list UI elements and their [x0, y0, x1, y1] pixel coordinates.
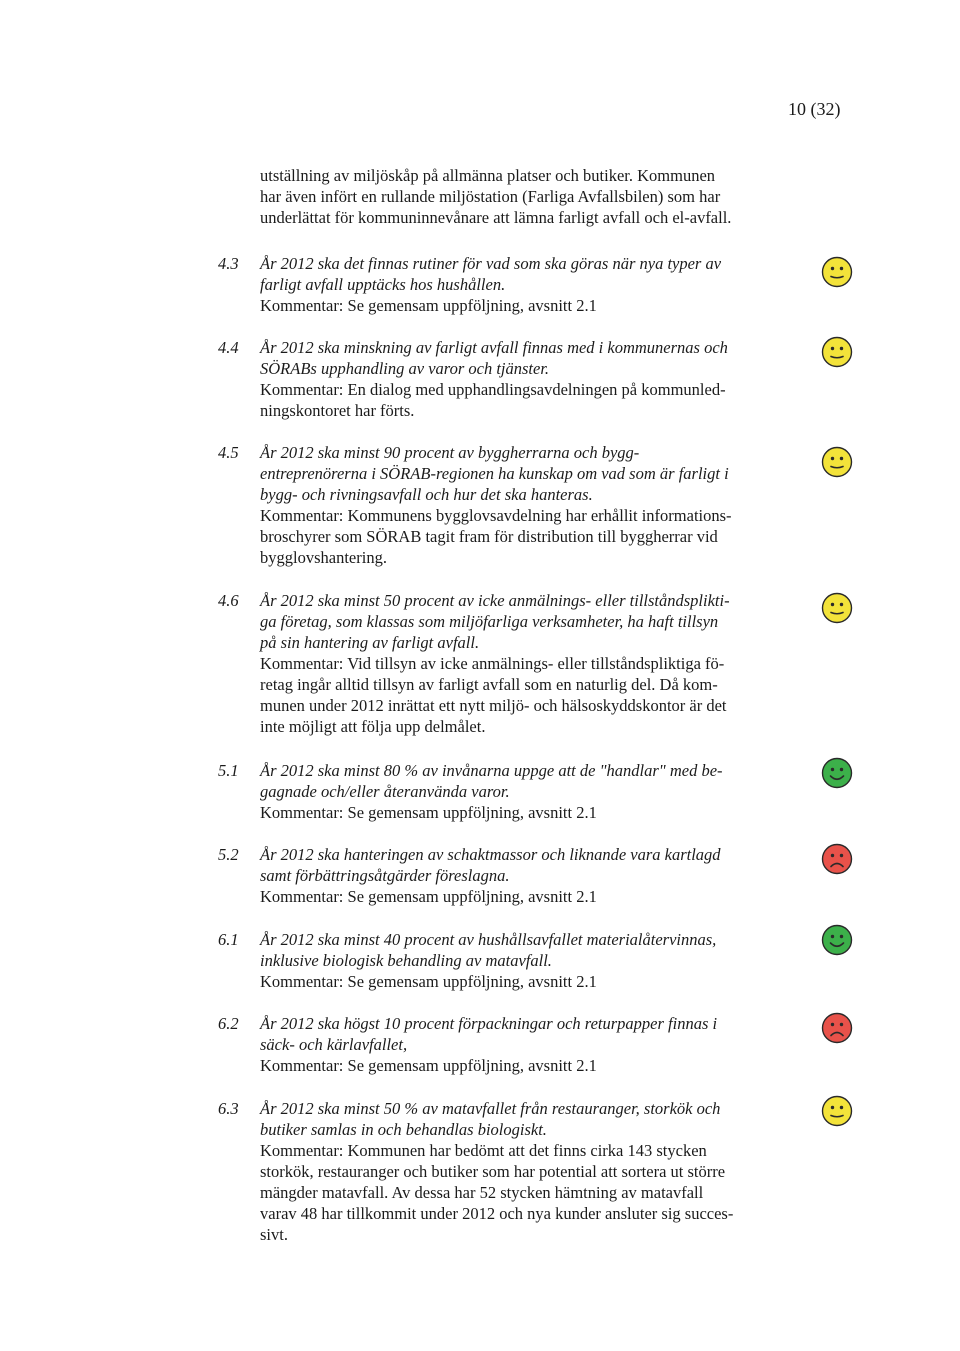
sad-face-icon — [821, 1012, 853, 1044]
comment-line: storkök, restauranger och butiker som har potential att sortera ut större — [260, 1162, 726, 1181]
goal-number: 6.1 — [218, 930, 239, 949]
happy-face-icon — [821, 924, 853, 956]
goal-text-line: År 2012 ska det finnas rutiner för vad som ska göras när nya typer av — [260, 254, 722, 273]
comment-line: Kommentar: Se gemensam uppföljning, avsnitt 2.1 — [260, 1056, 597, 1075]
neutral-face-icon — [821, 592, 853, 624]
goal-number: 5.1 — [218, 761, 239, 780]
comment-line: ningskontoret har förts. — [260, 401, 415, 420]
goal-text-line: År 2012 ska minst 50 % av matavfallet från restauranger, storkök och — [260, 1099, 721, 1118]
goal-number: 6.3 — [218, 1099, 239, 1118]
comment-line: mängder matavfall. Av dessa har 52 stycken hämtning av matavfall — [260, 1183, 704, 1202]
goal-number: 4.6 — [218, 591, 239, 610]
comment-line: varav 48 har tillkommit under 2012 och nya kunder ansluter sig succes- — [260, 1204, 734, 1223]
neutral-face-icon — [821, 1095, 853, 1127]
neutral-face-icon — [821, 446, 853, 478]
comment-line: Kommentar: Se gemensam uppföljning, avsnitt 2.1 — [260, 803, 597, 822]
comment-line: Kommentar: Kommunens bygglovsavdelning har erhållit informations- — [260, 506, 732, 525]
goal-body — [260, 760, 794, 823]
goal-number: 5.2 — [218, 845, 239, 864]
goal-text-line: på sin hantering av farligt avfall. — [260, 633, 480, 652]
goal-text-line: År 2012 ska minst 90 procent av byggherrarna och bygg- — [260, 443, 640, 462]
goal-text-line: År 2012 ska minst 40 procent av hushållsavfallet materialåtervinnas, — [260, 930, 717, 949]
goal-text-line: SÖRABs upphandling av varor och tjänster. — [260, 359, 550, 378]
goal-body — [260, 929, 794, 992]
intro-line: underlättat för kommuninnevånare att lämna farligt avfall och el-avfall. — [260, 208, 732, 227]
happy-face-icon — [821, 757, 853, 789]
goal-text-line: farligt avfall upptäcks hos hushållen. — [260, 275, 506, 294]
goal-text-line: säck- och kärlavfallet, — [260, 1035, 408, 1054]
goal-text-line: entreprenörerna i SÖRAB-regionen ha kunskap om vad som är farligt i — [260, 464, 729, 483]
intro-line: utställning av miljöskåp på allmänna platser och butiker. Kommunen — [260, 166, 716, 185]
goal-text-line: butiker samlas in och behandlas biologiskt. — [260, 1120, 547, 1139]
comment-line: Kommentar: Kommunen har bedömt att det finns cirka 143 stycken — [260, 1141, 707, 1160]
goal-number: 6.2 — [218, 1014, 239, 1033]
goal-text-line: ga företag, som klassas som miljöfarliga verksamheter, ha haft tillsyn — [260, 612, 719, 631]
goal-body — [260, 442, 794, 568]
goal-text-line: samt förbättringsåtgärder föreslagna. — [260, 866, 510, 885]
comment-line: sivt. — [260, 1225, 288, 1244]
neutral-face-icon — [821, 336, 853, 368]
goal-body — [260, 337, 794, 421]
goal-text-line: År 2012 ska minskning av farligt avfall finnas med i kommunernas och — [260, 338, 728, 357]
comment-line: Kommentar: Se gemensam uppföljning, avsnitt 2.1 — [260, 887, 597, 906]
neutral-face-icon — [821, 256, 853, 288]
comment-line: Kommentar: Se gemensam uppföljning, avsnitt 2.1 — [260, 296, 597, 315]
goal-body — [260, 1013, 794, 1076]
goal-text-line: År 2012 ska minst 50 procent av icke anmälnings- eller tillståndsplikti- — [260, 591, 730, 610]
comment-line: retag ingår alltid tillsyn av farligt avfall som en naturlig del. Då kom- — [260, 675, 718, 694]
goal-text-line: År 2012 ska minst 80 % av invånarna uppge att de "handlar" med be- — [260, 761, 723, 780]
comment-line: Kommentar: Se gemensam uppföljning, avsnitt 2.1 — [260, 972, 597, 991]
comment-line: Kommentar: En dialog med upphandlingsavdelningen på kommunled- — [260, 380, 726, 399]
goal-body — [260, 253, 794, 316]
goal-number: 4.3 — [218, 254, 239, 273]
goal-text-line: År 2012 ska högst 10 procent förpackningar och returpapper finnas i — [260, 1014, 718, 1033]
goal-body — [260, 1098, 794, 1245]
comment-line: munen under 2012 inrättat ett nytt miljö- och hälsoskyddskontor är det — [260, 696, 727, 715]
sad-face-icon — [821, 843, 853, 875]
goal-number: 4.4 — [218, 338, 239, 357]
goal-text-line: inklusive biologisk behandling av matavfall. — [260, 951, 552, 970]
goal-text-line: bygg- och rivningsavfall och hur det ska hanteras. — [260, 485, 593, 504]
goal-body — [260, 590, 794, 737]
comment-line: Kommentar: Vid tillsyn av icke anmälnings- eller tillståndspliktiga fö- — [260, 654, 725, 673]
goal-text-line: År 2012 ska hanteringen av schaktmassor och liknande vara kartlagd — [260, 845, 721, 864]
intro-line: har även infört en rullande miljöstation (Farliga Avfallsbilen) som har — [260, 187, 721, 206]
comment-line: inte möjligt att följa upp delmålet. — [260, 717, 486, 736]
goal-text-line: gagnade och/eller återanvända varor. — [260, 782, 510, 801]
goal-number: 4.5 — [218, 443, 239, 462]
comment-line: bygglovshantering. — [260, 548, 387, 567]
goal-body — [260, 844, 794, 907]
intro-paragraph — [260, 165, 820, 228]
comment-line: broschyrer som SÖRAB tagit fram för distribution till byggherrar vid — [260, 527, 718, 546]
page-number: 10 (32) — [788, 99, 841, 119]
